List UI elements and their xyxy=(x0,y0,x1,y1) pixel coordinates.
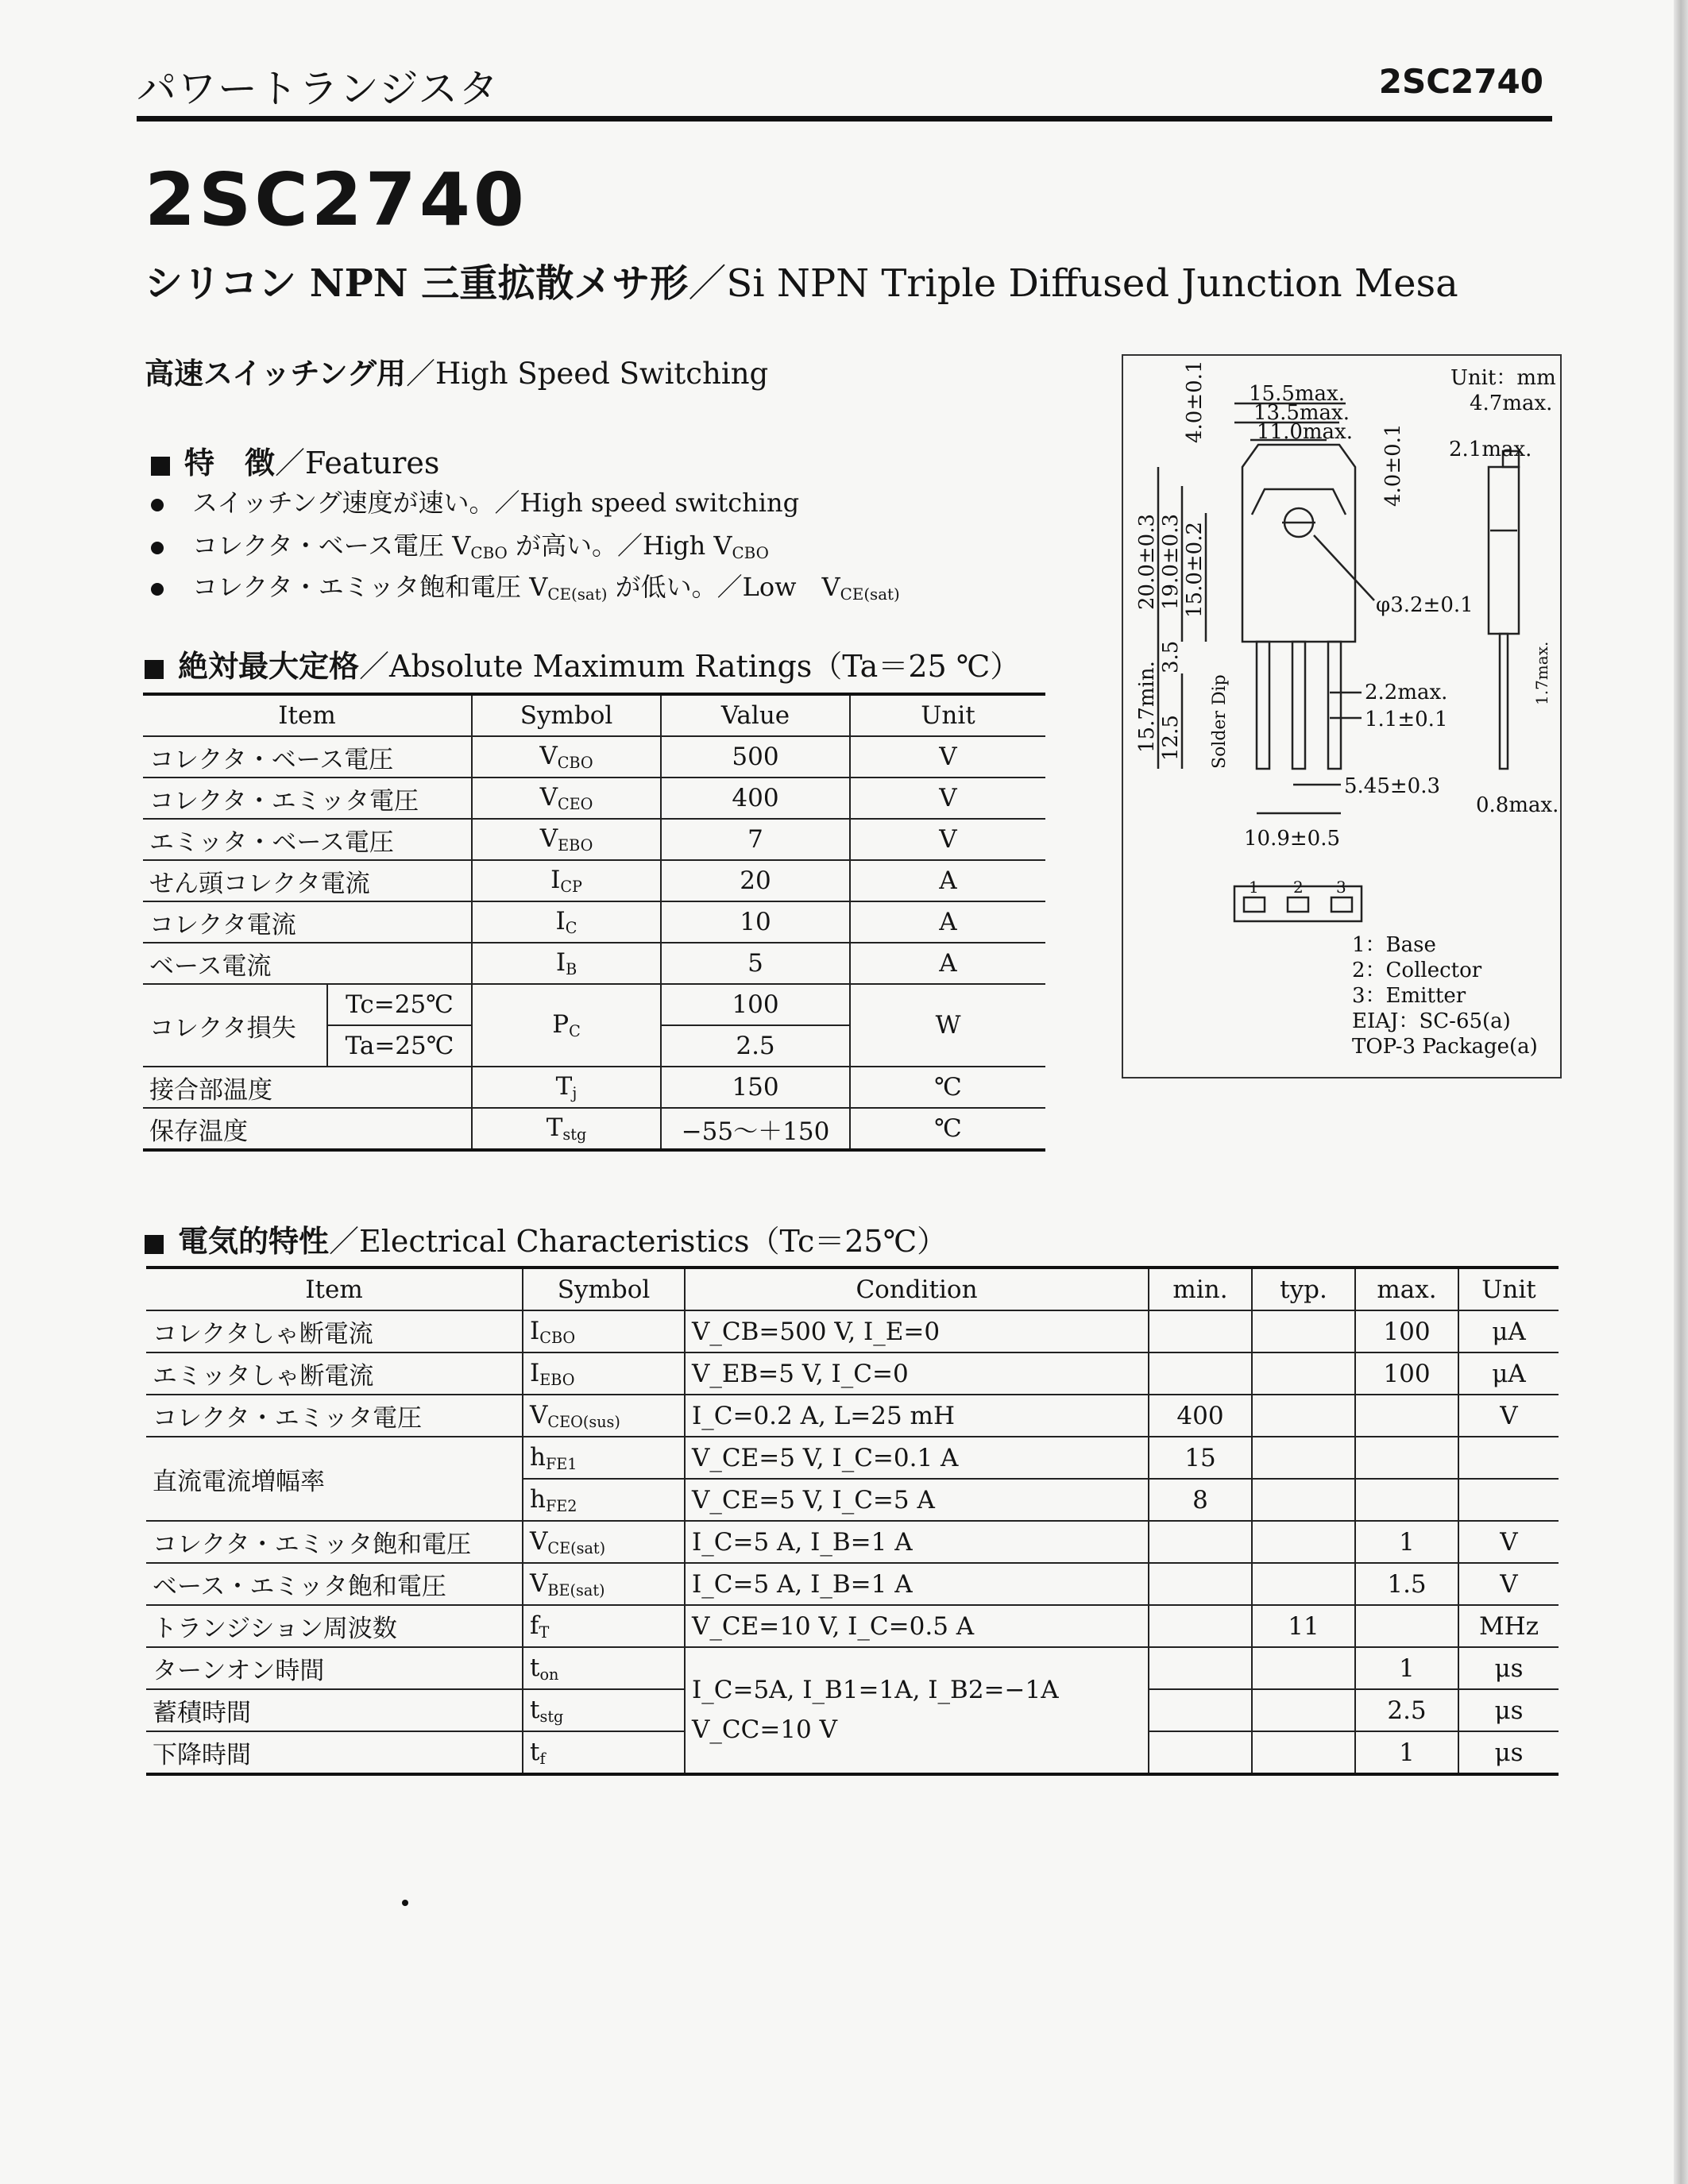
condition-cell: V_CE=10 V, I_C=0.5 A xyxy=(685,1605,1149,1647)
symbol-sub: stg xyxy=(562,1125,587,1144)
package-drawing xyxy=(1122,354,1562,1078)
table-row xyxy=(143,901,1045,943)
unit-cell: V xyxy=(850,736,1045,778)
header-cell: min. xyxy=(1149,1268,1252,1310)
max-cell xyxy=(1355,1605,1458,1647)
symbol-cell xyxy=(472,1067,661,1108)
dim-label: 0.8max. xyxy=(1476,793,1559,817)
unit-cell: V xyxy=(1458,1563,1559,1605)
scan-edge xyxy=(1674,0,1688,2184)
condition-cell: V_EB=5 V, I_C=0 xyxy=(685,1352,1149,1395)
feature-item xyxy=(151,567,900,604)
symbol-main: I xyxy=(530,1358,540,1387)
amr-heading-jp: 絶対最大定格 xyxy=(178,648,360,684)
unit-cell: μs xyxy=(1458,1731,1559,1774)
features-heading-en: Features xyxy=(305,446,440,480)
symbol-cell xyxy=(523,1605,685,1647)
value-cell: 7 xyxy=(661,819,850,860)
bullet-icon xyxy=(151,542,164,554)
amr-heading xyxy=(145,642,1020,685)
ec-condition: （Tc＝25℃） xyxy=(749,1224,948,1259)
header-cell: max. xyxy=(1355,1268,1458,1310)
unit-cell: A xyxy=(850,860,1045,901)
features-sep: ／ xyxy=(275,446,306,480)
min-cell: 400 xyxy=(1149,1395,1252,1437)
symbol-main: I xyxy=(530,1316,540,1345)
header-cell: Item xyxy=(143,694,472,736)
subtitle-jp: シリコン NPN 三重拡散メサ形 xyxy=(145,261,689,306)
pin-view-pad xyxy=(1288,897,1308,912)
features-heading xyxy=(151,438,439,482)
unit-cell xyxy=(1458,1437,1559,1479)
lead-2 xyxy=(1292,642,1305,769)
subtitle-en: Si NPN Triple Diffused Junction Mesa xyxy=(726,261,1458,306)
symbol-sub: stg xyxy=(539,1707,564,1726)
symbol-main: V xyxy=(539,824,558,854)
dim-label: 4.0±0.1 xyxy=(1183,360,1207,443)
dim-label: 15.7min. xyxy=(1135,661,1159,753)
symbol-cell xyxy=(472,984,661,1067)
condition-cell: I_C=5 A, I_B=1 A xyxy=(685,1521,1149,1563)
dim-label: 1.7max. xyxy=(1532,641,1551,705)
min-cell xyxy=(1149,1605,1252,1647)
application xyxy=(145,349,768,392)
symbol-cell xyxy=(472,860,661,901)
symbol-sub: CEO(sus) xyxy=(547,1412,620,1431)
ec-sep: ／ xyxy=(329,1224,360,1259)
table-row xyxy=(143,984,1045,1025)
dim-label: φ3.2±0.1 xyxy=(1376,593,1474,617)
min-cell xyxy=(1149,1563,1252,1605)
feature-sub: CE(sat) xyxy=(840,585,900,604)
typ-cell xyxy=(1252,1563,1355,1605)
unit-cell: ℃ xyxy=(850,1108,1045,1150)
min-cell: 8 xyxy=(1149,1479,1252,1521)
feature-text: スイッチング速度が速い。／High speed switching xyxy=(192,488,800,518)
unit-cell: A xyxy=(850,943,1045,984)
item-cell: コレクタ電流 xyxy=(149,910,296,940)
dim-label: 3.5 xyxy=(1159,640,1183,673)
condition-cell: Ta=25℃ xyxy=(327,1025,472,1067)
table-row xyxy=(143,943,1045,984)
unit-cell: V xyxy=(850,819,1045,860)
symbol-main: I xyxy=(555,907,566,936)
feature-sub: CBO xyxy=(732,543,769,562)
dim-label: 11.0max. xyxy=(1257,420,1353,444)
header-cell: Symbol xyxy=(523,1268,685,1310)
dim-label: 12.5 xyxy=(1159,715,1183,761)
value-cell: 5 xyxy=(661,943,850,984)
symbol-sub: CE(sat) xyxy=(547,1538,606,1557)
table-row xyxy=(146,1521,1559,1563)
value-cell: 20 xyxy=(661,860,850,901)
header-cell: Item xyxy=(146,1268,523,1310)
symbol-cell xyxy=(523,1521,685,1563)
condition-cell: I_C=0.2 A, L=25 mH xyxy=(685,1395,1149,1437)
typ-cell xyxy=(1252,1310,1355,1352)
symbol-sub: CP xyxy=(560,877,582,896)
symbol-sub: FE2 xyxy=(545,1496,577,1515)
symbol-cell xyxy=(523,1437,685,1479)
max-cell: 1 xyxy=(1355,1731,1458,1774)
item-cell: コレクタ・ベース電圧 xyxy=(149,745,394,774)
typ-cell xyxy=(1252,1521,1355,1563)
ec-heading-en: Electrical Characteristics xyxy=(359,1224,750,1259)
amr-condition: （Ta＝25 ℃） xyxy=(812,649,1021,684)
side-body xyxy=(1489,467,1519,634)
condition-cell: V_CE=5 V, I_C=0.1 A xyxy=(685,1437,1149,1479)
application-en: High Speed Switching xyxy=(435,357,769,391)
unit-cell: MHz xyxy=(1458,1605,1559,1647)
dim-label: 19.0±0.3 xyxy=(1159,513,1183,610)
symbol-sub: CBO xyxy=(557,753,593,772)
symbol-main: t xyxy=(530,1653,540,1682)
dim-label: 15.0±0.2 xyxy=(1183,521,1207,618)
symbol-cell xyxy=(523,1352,685,1395)
pin-number: 1 xyxy=(1249,878,1259,897)
max-cell xyxy=(1355,1479,1458,1521)
item-cell: 蓄積時間 xyxy=(153,1699,251,1727)
dim-label: 4.7max. xyxy=(1470,392,1553,415)
typ-cell: 11 xyxy=(1252,1605,1355,1647)
application-sep: ／ xyxy=(405,357,435,391)
symbol-cell xyxy=(472,736,661,778)
typ-cell xyxy=(1252,1437,1355,1479)
unit-cell: V xyxy=(850,778,1045,819)
dim-label: 13.5max. xyxy=(1253,401,1350,425)
symbol-main: V xyxy=(539,783,558,812)
table-row xyxy=(143,819,1045,860)
item-cell: せん頭コレクタ電流 xyxy=(149,869,370,898)
unit-cell: V xyxy=(1458,1521,1559,1563)
switching-cond-line: V_CC=10 V xyxy=(692,1715,837,1744)
dim-label: 2.2max. xyxy=(1365,681,1448,704)
unit-cell: μA xyxy=(1458,1310,1559,1352)
item-cell: コレクタ・エミッタ電圧 xyxy=(153,1404,423,1433)
table-row xyxy=(143,1067,1045,1108)
package-tab-edge xyxy=(1252,489,1346,515)
table-row xyxy=(146,1605,1559,1647)
table-row xyxy=(143,860,1045,901)
switching-cond-line: I_C=5A, I_B1=1A, I_B2=−1A xyxy=(692,1675,1059,1704)
item-cell: 直流電流増幅率 xyxy=(153,1467,325,1496)
item-cell: トランジション周波数 xyxy=(153,1615,397,1643)
table-row xyxy=(146,1395,1559,1437)
unit-cell: ℃ xyxy=(850,1067,1045,1108)
min-cell xyxy=(1149,1731,1252,1774)
condition-cell: I_C=5 A, I_B=1 A xyxy=(685,1563,1149,1605)
amr-sep: ／ xyxy=(359,649,390,684)
symbol-cell xyxy=(472,943,661,984)
pin-view-pad xyxy=(1331,897,1352,912)
pin-legend: TOP-3 Package(a) xyxy=(1352,1035,1538,1059)
condition-cell: Tc=25℃ xyxy=(327,984,472,1025)
symbol-sub: BE(sat) xyxy=(547,1580,605,1599)
features-heading-jp: 特 徴 xyxy=(184,445,276,480)
table-row xyxy=(146,1647,1559,1689)
section-square-icon xyxy=(151,457,170,476)
item-cell: ベース・エミッタ飽和電圧 xyxy=(153,1572,446,1601)
min-cell xyxy=(1149,1689,1252,1731)
min-cell xyxy=(1149,1521,1252,1563)
switching-condition-cell xyxy=(685,1647,1149,1774)
feature-sub: CBO xyxy=(470,543,508,562)
symbol-sub: FE1 xyxy=(545,1454,577,1473)
pin-legend: EIAJ：SC-65(a) xyxy=(1352,1009,1511,1033)
side-lead xyxy=(1500,634,1508,769)
table-header-row xyxy=(146,1268,1559,1310)
symbol-main: I xyxy=(550,866,561,895)
pin-legend: 2：Collector xyxy=(1352,959,1482,982)
symbol-main: T xyxy=(546,1113,563,1143)
table-row xyxy=(146,1352,1559,1395)
amr-table xyxy=(143,693,1045,1152)
feature-text: コレクタ・エミッタ飽和電圧 V xyxy=(192,572,548,602)
symbol-sub: on xyxy=(539,1665,559,1684)
symbol-main: T xyxy=(555,1072,573,1102)
section-square-icon xyxy=(145,660,164,679)
symbol-cell xyxy=(472,1108,661,1150)
pin-number: 3 xyxy=(1336,878,1346,897)
symbol-sub: B xyxy=(566,959,577,978)
item-cell: コレクタ・エミッタ飽和電圧 xyxy=(153,1530,472,1559)
max-cell: 1.5 xyxy=(1355,1563,1458,1605)
page-title: 2SC2740 xyxy=(145,157,527,242)
typ-cell xyxy=(1252,1479,1355,1521)
dim-label: 20.0±0.3 xyxy=(1135,513,1159,610)
value-cell: 500 xyxy=(661,736,850,778)
feature-text: コレクタ・ベース電圧 V xyxy=(192,531,471,561)
typ-cell xyxy=(1252,1731,1355,1774)
min-cell: 15 xyxy=(1149,1437,1252,1479)
symbol-cell xyxy=(523,1563,685,1605)
ec-heading xyxy=(145,1217,947,1260)
header-part-number: 2SC2740 xyxy=(1378,62,1543,101)
table-row xyxy=(146,1310,1559,1352)
symbol-main: V xyxy=(539,742,558,771)
unit-cell: μA xyxy=(1458,1352,1559,1395)
typ-cell xyxy=(1252,1647,1355,1689)
item-cell: 下降時間 xyxy=(153,1741,251,1769)
lead-3 xyxy=(1328,642,1341,769)
symbol-main: V xyxy=(530,1569,548,1598)
symbol-sub: C xyxy=(565,918,577,937)
min-cell xyxy=(1149,1647,1252,1689)
package-outline-svg xyxy=(1123,356,1560,1077)
symbol-main: V xyxy=(530,1526,548,1556)
max-cell: 2.5 xyxy=(1355,1689,1458,1731)
table-row xyxy=(143,778,1045,819)
table-row xyxy=(146,1437,1559,1479)
value-cell: 150 xyxy=(661,1067,850,1108)
symbol-cell xyxy=(523,1479,685,1521)
symbol-sub: EBO xyxy=(539,1370,575,1389)
item-cell: コレクタ損失 xyxy=(149,1013,296,1043)
max-cell xyxy=(1355,1437,1458,1479)
table-header-row xyxy=(143,694,1045,736)
value-cell: 10 xyxy=(661,901,850,943)
unit-cell: A xyxy=(850,901,1045,943)
feature-item xyxy=(151,526,769,562)
symbol-cell xyxy=(523,1395,685,1437)
max-cell: 100 xyxy=(1355,1352,1458,1395)
section-square-icon xyxy=(145,1235,164,1254)
amr-heading-en: Absolute Maximum Ratings xyxy=(389,649,813,684)
item-cell: 保存温度 xyxy=(149,1117,248,1146)
symbol-cell xyxy=(523,1731,685,1774)
typ-cell xyxy=(1252,1689,1355,1731)
leader-line xyxy=(1314,535,1374,600)
pin-view-pad xyxy=(1244,897,1265,912)
value-cell: 2.5 xyxy=(661,1025,850,1067)
dim-label: 1.1±0.1 xyxy=(1365,708,1448,731)
table-row xyxy=(143,736,1045,778)
item-cell: エミッタしゃ断電流 xyxy=(153,1362,374,1391)
unit-cell xyxy=(1458,1479,1559,1521)
item-cell: ベース電流 xyxy=(149,951,272,981)
package-body xyxy=(1242,445,1355,642)
ec-heading-jp: 電気的特性 xyxy=(178,1223,330,1259)
dim-label: Solder Dip xyxy=(1210,674,1230,769)
max-cell: 100 xyxy=(1355,1310,1458,1352)
feature-item xyxy=(151,483,799,519)
unit-cell: μs xyxy=(1458,1647,1559,1689)
unit-cell: μs xyxy=(1458,1689,1559,1731)
min-cell xyxy=(1149,1352,1252,1395)
symbol-main: h xyxy=(530,1442,546,1472)
scan-speck xyxy=(402,1900,408,1906)
symbol-sub: j xyxy=(572,1083,577,1102)
item-cell: コレクタしゃ断電流 xyxy=(153,1320,373,1349)
header-cell: Unit xyxy=(850,694,1045,736)
item-cell: ターンオン時間 xyxy=(153,1657,325,1685)
max-cell xyxy=(1355,1395,1458,1437)
typ-cell xyxy=(1252,1395,1355,1437)
header-category: パワートランジスタ xyxy=(137,66,500,112)
symbol-sub: EBO xyxy=(558,835,593,855)
header-cell: Value xyxy=(661,694,850,736)
condition-cell: V_CB=500 V, I_E=0 xyxy=(685,1310,1149,1352)
value-cell: 400 xyxy=(661,778,850,819)
dim-label: 4.0±0.1 xyxy=(1381,423,1405,507)
unit-cell: W xyxy=(850,984,1045,1067)
symbol-sub: CBO xyxy=(539,1328,576,1347)
unit-cell: V xyxy=(1458,1395,1559,1437)
symbol-sub: C xyxy=(569,1021,581,1040)
symbol-main: P xyxy=(552,1010,570,1040)
item-cell: 接合部温度 xyxy=(149,1075,272,1105)
symbol-sub: T xyxy=(539,1623,550,1642)
symbol-main: I xyxy=(555,948,566,978)
header-cell: Unit xyxy=(1458,1268,1559,1310)
symbol-cell xyxy=(523,1647,685,1689)
header-cell: Symbol xyxy=(472,694,661,736)
min-cell xyxy=(1149,1310,1252,1352)
application-jp: 高速スイッチング用 xyxy=(145,356,406,391)
symbol-main: h xyxy=(530,1484,546,1514)
symbol-cell xyxy=(523,1689,685,1731)
dim-label: 15.5max. xyxy=(1249,382,1345,406)
table-row xyxy=(143,1108,1045,1150)
condition-cell: V_CE=5 V, I_C=5 A xyxy=(685,1479,1149,1521)
header-rule xyxy=(137,116,1552,122)
typ-cell xyxy=(1252,1352,1355,1395)
max-cell: 1 xyxy=(1355,1647,1458,1689)
symbol-cell xyxy=(472,901,661,943)
symbol-main: t xyxy=(530,1737,540,1766)
symbol-main: f xyxy=(530,1611,539,1640)
feature-text: が低い。／Low V xyxy=(607,572,840,602)
unit-label: Unit：mm xyxy=(1450,366,1556,390)
dim-label: 10.9±0.5 xyxy=(1244,827,1341,851)
symbol-main: V xyxy=(530,1400,548,1430)
dim-label: 5.45±0.3 xyxy=(1344,774,1441,798)
pin-legend: 3：Emitter xyxy=(1352,984,1466,1008)
item-cell: エミッタ・ベース電圧 xyxy=(149,828,394,857)
feature-sub: CE(sat) xyxy=(547,585,608,604)
max-cell: 1 xyxy=(1355,1521,1458,1563)
bullet-icon xyxy=(151,583,164,596)
ec-table xyxy=(146,1266,1559,1776)
lead-1 xyxy=(1257,642,1269,769)
symbol-cell xyxy=(472,819,661,860)
subtitle-sep: ／ xyxy=(688,261,727,306)
symbol-cell xyxy=(523,1310,685,1352)
value-cell: 100 xyxy=(661,984,850,1025)
dim-label: 2.1max. xyxy=(1449,438,1532,461)
symbol-main: t xyxy=(530,1695,540,1724)
item-cell: コレクタ・エミッタ電圧 xyxy=(149,786,419,816)
header-cell: typ. xyxy=(1252,1268,1355,1310)
bullet-icon xyxy=(151,499,164,511)
symbol-cell xyxy=(472,778,661,819)
header-cell: Condition xyxy=(685,1268,1149,1310)
table-row xyxy=(146,1563,1559,1605)
value-cell: −55～＋150 xyxy=(661,1108,850,1150)
subtitle xyxy=(145,253,1458,307)
symbol-sub: f xyxy=(539,1749,546,1768)
symbol-sub: CEO xyxy=(557,794,593,813)
pin-number: 2 xyxy=(1293,878,1304,897)
pin-legend: 1：Base xyxy=(1352,933,1436,957)
feature-text: が高い。／High V xyxy=(507,531,732,561)
